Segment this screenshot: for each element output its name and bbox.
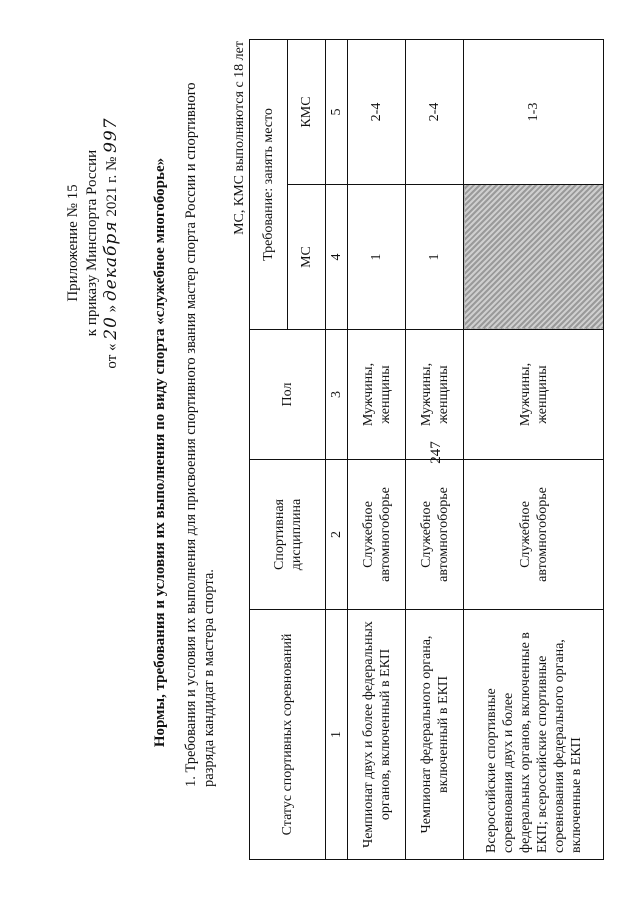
appendix-date-line xyxy=(102,78,122,408)
date-mid: » xyxy=(104,304,120,313)
table-row xyxy=(406,40,464,860)
row-status: Чемпионат двух и более федеральных органов, включенный в ЕКП xyxy=(348,610,406,860)
date-prefix: от « xyxy=(104,343,120,369)
row-gender: Мужчины, женщины xyxy=(464,330,604,460)
document-title: Нормы, требования и условия их выполнения по виду спорта «служебное многоборье» xyxy=(152,157,168,748)
header-status: Статус спортивных соревнований xyxy=(250,610,326,860)
column-number: 4 xyxy=(326,185,348,330)
order-number-handwritten: 997 xyxy=(101,117,121,153)
row-ms: 1 xyxy=(348,185,406,330)
appendix-header xyxy=(64,78,122,408)
norms-table xyxy=(249,39,604,860)
row-discipline: Служебное автомногоборье xyxy=(348,460,406,610)
header-gender: Пол xyxy=(250,330,326,460)
row-kms: 2-4 xyxy=(348,40,406,185)
row-ms: 1 xyxy=(406,185,464,330)
table-row xyxy=(464,40,604,860)
date-day-handwritten: 20 xyxy=(101,316,121,340)
row-kms: 1-3 xyxy=(464,40,604,185)
column-number: 2 xyxy=(326,460,348,610)
row-discipline: Служебное автомногоборье xyxy=(406,460,464,610)
column-number-row xyxy=(326,40,348,860)
column-number: 5 xyxy=(326,40,348,185)
header-discipline: Спортивная дисциплина xyxy=(250,460,326,610)
date-year: 2021 г. № xyxy=(104,156,120,217)
row-gender: Мужчины, женщины xyxy=(406,330,464,460)
page-number: 247 xyxy=(428,441,444,464)
row-ms-hatched xyxy=(464,185,604,330)
header-kms: КМС xyxy=(288,40,326,185)
column-number: 1 xyxy=(326,610,348,860)
header-ms: МС xyxy=(288,185,326,330)
table-row xyxy=(348,40,406,860)
row-kms: 2-4 xyxy=(406,40,464,185)
date-month-handwritten: декабря xyxy=(101,220,121,302)
row-discipline: Служебное автомногоборье xyxy=(464,460,604,610)
column-number: 3 xyxy=(326,330,348,460)
row-status: Чемпионат федерального органа, включенный в ЕКП xyxy=(406,610,464,860)
row-status: Всероссийские спортивные соревнования двух и более федеральных органов, включенные в ЕКП; всероссийские спортивные соревнования федерального органа, включенные в ЕКП xyxy=(464,610,604,860)
row-gender: Мужчины, женщины xyxy=(348,330,406,460)
header-row xyxy=(250,40,288,860)
age-note: МС, КМС выполняются с 18 лет xyxy=(232,41,247,235)
intro-paragraph: 1. Требования и условия их выполнения для присвоения спортивного звания мастер спорта России и спортивного разряда кандидат в мастера спорта. xyxy=(183,82,217,787)
appendix-order-ref: к приказу Минспорта России xyxy=(84,149,100,337)
appendix-number: Приложение № 15 xyxy=(65,184,81,302)
header-requirement: Требование: занять место xyxy=(250,40,288,330)
